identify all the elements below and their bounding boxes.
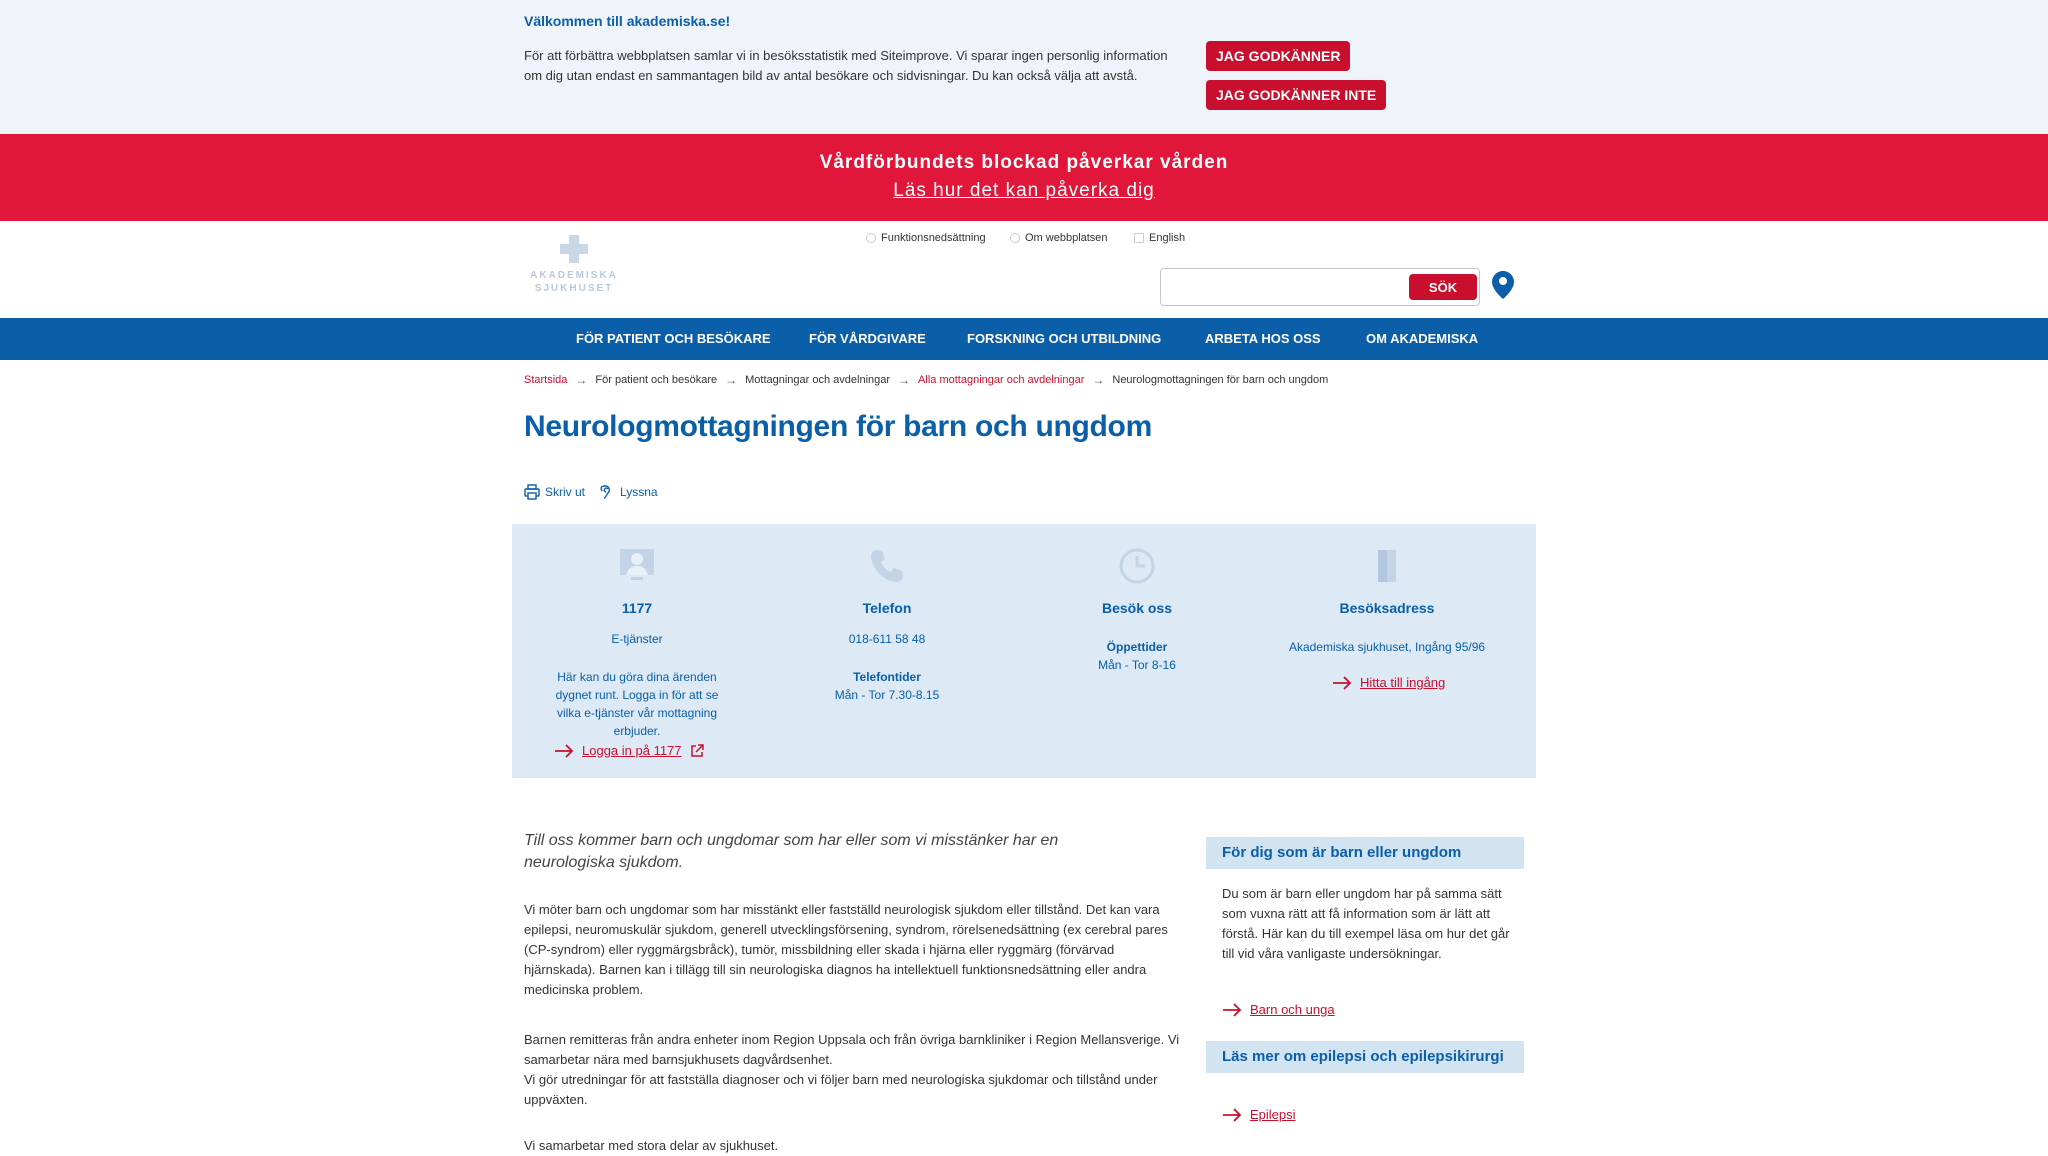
breadcrumb-current: Neurologmottagningen för barn och ungdom bbox=[1112, 374, 1329, 386]
link-label: Epilepsi bbox=[1250, 1107, 1296, 1122]
alert-link[interactable]: Läs hur det kan påverka dig bbox=[893, 180, 1155, 201]
listen-button[interactable] bbox=[599, 484, 658, 500]
info-col-visit bbox=[1012, 524, 1262, 778]
breadcrumb-item[interactable]: För patient och besökare bbox=[595, 374, 718, 386]
nav-item-om-akademiska[interactable]: OM AKADEMISKA bbox=[1366, 331, 1479, 346]
link-label: Hitta till ingång bbox=[1360, 675, 1446, 690]
barn-och-unga-link[interactable] bbox=[1222, 1002, 1335, 1017]
arrow-right-icon: → bbox=[898, 373, 911, 387]
person-screen-icon bbox=[617, 546, 657, 586]
login-1177-link[interactable] bbox=[554, 743, 704, 758]
utility-label: English bbox=[1149, 232, 1186, 244]
breadcrumb-item[interactable]: Startsida bbox=[524, 374, 568, 386]
body-paragraph: Barnen remitteras från andra enheter inom Region Uppsala och från övriga barnkliniker i Region Mellansverige. Vi samarbetar nära med barnsjukhusets dagvårdsenhet. bbox=[524, 1032, 1180, 1067]
info-icon bbox=[1010, 233, 1020, 243]
logo-cross-icon bbox=[560, 235, 588, 263]
phone-icon bbox=[867, 546, 907, 586]
info-subtitle: E-tjänster bbox=[611, 632, 663, 646]
arrow-right-icon bbox=[1222, 1003, 1242, 1017]
listen-label: Lyssna bbox=[620, 485, 658, 499]
cookie-accept-button[interactable]: JAG GODKÄNNER bbox=[1206, 41, 1350, 71]
door-icon bbox=[1367, 546, 1407, 586]
breadcrumb-item[interactable]: Mottagningar och avdelningar bbox=[745, 374, 891, 386]
utility-label: Funktionsnedsättning bbox=[881, 232, 986, 244]
phone-number[interactable]: 018-611 58 48 bbox=[848, 632, 926, 646]
info-heading: Besöksadress bbox=[1339, 600, 1435, 616]
search-button[interactable]: SÖK bbox=[1409, 274, 1477, 300]
cookie-decline-button[interactable]: JAG GODKÄNNER INTE bbox=[1206, 80, 1386, 110]
alert-title: Vårdförbundets blockad påverkar vården bbox=[819, 152, 1229, 173]
breadcrumb bbox=[524, 373, 1328, 387]
phone-times-label: Telefontider bbox=[853, 670, 921, 684]
print-label: Skriv ut bbox=[545, 485, 586, 499]
contact-info-band bbox=[512, 524, 1536, 778]
arrow-right-icon: → bbox=[1092, 373, 1105, 387]
clock-icon bbox=[1117, 546, 1157, 586]
utility-link-about[interactable] bbox=[1010, 232, 1108, 244]
visit-address: Akademiska sjukhuset, Ingång 95/96 bbox=[1288, 640, 1486, 654]
link-label: Barn och unga bbox=[1250, 1002, 1335, 1017]
main-nav bbox=[0, 318, 2048, 360]
logo-text-line1: AKADEMISKA bbox=[530, 270, 618, 281]
body-paragraph: Vi gör utredningar för att fastställa diagnoser och vi följer barn med neurologiska sjukdomar och tillstånd under uppväxten. bbox=[524, 1072, 1158, 1107]
flag-icon bbox=[1134, 233, 1144, 243]
arrow-right-icon: → bbox=[575, 373, 588, 387]
lead-text: Till oss kommer barn och ungdomar som har eller som vi misstänker har en neurologiska sjukdom. bbox=[524, 832, 1059, 871]
nav-item-arbeta[interactable]: ARBETA HOS OSS bbox=[1205, 331, 1321, 346]
arrow-right-icon bbox=[1222, 1108, 1242, 1122]
phone-times: Mån - Tor 7.30-8.15 bbox=[834, 688, 940, 702]
print-button[interactable] bbox=[524, 484, 585, 500]
breadcrumb-item[interactable]: Alla mottagningar och avdelningar bbox=[918, 374, 1085, 386]
info-description: Här kan du göra dina ärenden dygnet runt. Logga in för att se vilka e-tjänster vår mottagning erbjuder. bbox=[555, 670, 719, 738]
utility-link-accessibility[interactable] bbox=[866, 232, 986, 244]
info-heading: 1177 bbox=[621, 600, 653, 616]
location-pin-icon[interactable] bbox=[1492, 271, 1514, 299]
printer-icon bbox=[524, 484, 540, 500]
sidebar-box-title: För dig som är barn eller ungdom bbox=[1206, 837, 1524, 869]
ear-icon bbox=[599, 484, 615, 500]
page-title: Neurologmottagningen för barn och ungdom bbox=[524, 410, 1152, 443]
opening-hours-label: Öppettider bbox=[1106, 640, 1168, 654]
logo[interactable] bbox=[524, 235, 624, 305]
sidebar-box-text: Du som är barn eller ungdom har på samma sätt som vuxna rätt att få information som är lätt att förstå. Här kan du till exempel läsa om hur det går till vid våra vanligaste undersökningar. bbox=[1222, 886, 1510, 961]
link-label: Logga in på 1177 bbox=[582, 743, 682, 758]
alert-banner bbox=[0, 134, 2048, 221]
site-header bbox=[0, 221, 2048, 318]
find-entrance-link[interactable] bbox=[1332, 675, 1445, 690]
page-tools bbox=[524, 484, 658, 500]
nav-item-forskning[interactable]: FORSKNING OCH UTBILDNING bbox=[967, 331, 1162, 346]
cookie-text: För att förbättra webbplatsen samlar vi in besöksstatistik med Siteimprove. Vi sparar ingen personlig information om dig utan endast en sammantagen bild av antal besökare och sidvisningar. Du kan också välja att avstå. bbox=[524, 48, 1168, 83]
info-col-phone bbox=[762, 524, 1012, 778]
body-paragraph: Vi möter barn och ungdomar som har misstänkt eller fastställd neurologisk sjukdom eller tillstånd. Det kan vara epilepsi, neuromuskulär sjukdom, generell utvecklingsförsening, syndrom, rörelsenedsättning (ex cerebral pares (CP-syndrom) eller ryggmärgsbråck), tumör, missbildning eller skada i hjärna eller ryggmärg (förvärvad hjärnskada). Barnen kan i tillägg till sin neurologiska diagnos ha intellektuell funktionsnedsättning eller andra medicinska problem. bbox=[524, 902, 1168, 997]
arrow-right-icon: → bbox=[725, 373, 738, 387]
info-heading: Besök oss bbox=[1101, 600, 1173, 616]
body-paragraph: Vi samarbetar med stora delar av sjukhuset. bbox=[524, 1138, 779, 1153]
external-link-icon bbox=[690, 744, 704, 758]
search-box bbox=[1160, 268, 1480, 306]
opening-hours: Mån - Tor 8-16 bbox=[1098, 658, 1176, 672]
nav-item-vardgivare[interactable]: FÖR VÅRDGIVARE bbox=[809, 331, 926, 346]
cookie-banner bbox=[0, 0, 2048, 134]
arrow-right-icon bbox=[554, 744, 574, 758]
arrow-right-icon bbox=[1332, 676, 1352, 690]
epilepsi-link[interactable] bbox=[1222, 1107, 1296, 1122]
sidebar-box-title: Läs mer om epilepsi och epilepsikirurgi bbox=[1206, 1041, 1524, 1073]
search-input[interactable] bbox=[1167, 274, 1407, 300]
accessibility-icon bbox=[866, 233, 876, 243]
cookie-title: Välkommen till akademiska.se! bbox=[524, 13, 731, 29]
utility-label: Om webbplatsen bbox=[1025, 232, 1108, 244]
info-col-1177 bbox=[512, 524, 762, 778]
info-heading: Telefon bbox=[862, 600, 912, 616]
nav-item-patient[interactable]: FÖR PATIENT OCH BESÖKARE bbox=[576, 331, 771, 346]
utility-link-english[interactable] bbox=[1134, 232, 1185, 244]
info-col-address bbox=[1262, 524, 1512, 778]
logo-text-line2: SJUKHUSET bbox=[534, 283, 614, 294]
